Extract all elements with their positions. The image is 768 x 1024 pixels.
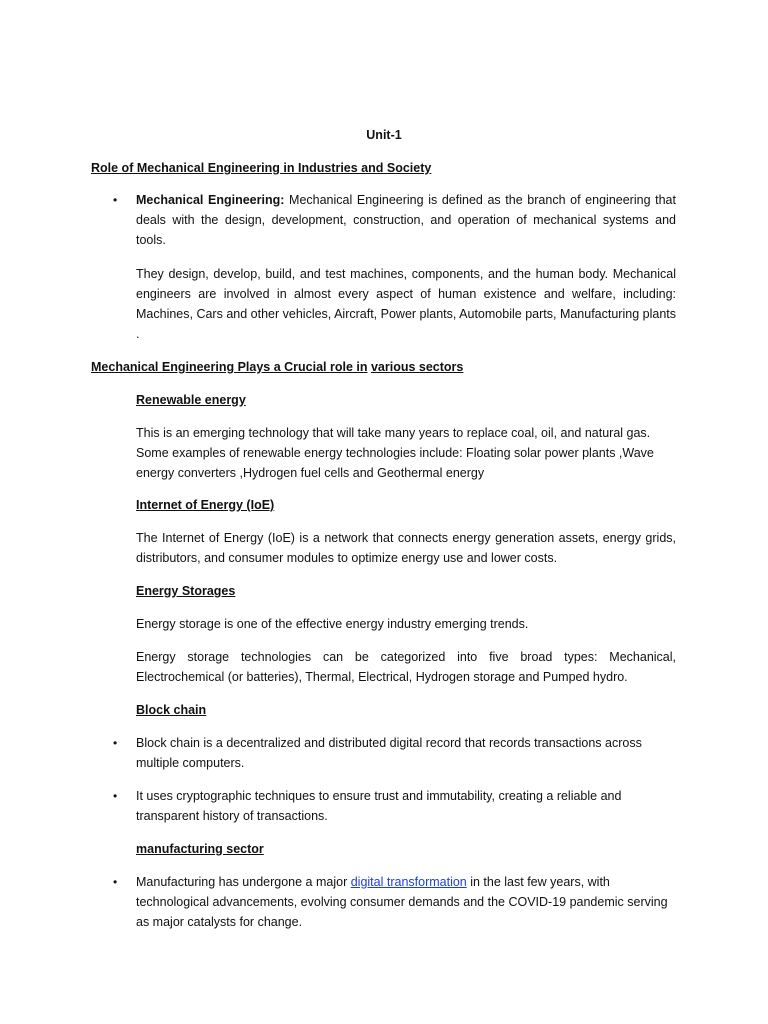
storage-heading: Energy Storages	[136, 584, 236, 598]
manufacturing-text-before: Manufacturing has undergone a major	[136, 875, 351, 889]
renewable-paragraph: This is an emerging technology that will take many years to replace coal, oil, and natural gas. Some examples of renewable energy technologies include: Floating solar power plants ,Wave energy converters ,Hydrogen fuel cells and Geothermal energy	[136, 426, 654, 480]
sectors-heading-part-a: Mechanical Engineering Plays a Crucial role in	[91, 360, 368, 374]
manufacturing-paragraph	[136, 872, 676, 932]
design-paragraph: They design, develop, build, and test machines, components, and the human body. Mechanical engineers are involved in almost every aspect of human existence and welfare, including: Machines, Cars and other vehicles, Aircraft, Power plants, Automobile parts, Manufacturing plants .	[136, 267, 676, 341]
bullet-marker: •	[113, 789, 118, 803]
blockchain-bullet-1: Block chain is a decentralized and distributed digital record that records transactions across multiple computers.	[136, 736, 642, 770]
sectors-heading	[91, 357, 463, 377]
blockchain-heading: Block chain	[136, 703, 207, 717]
storage-paragraph-2: Energy storage technologies can be categorized into five broad types: Mechanical, Electrochemical (or batteries), Thermal, Electrical, Hydrogen storage and Pumped hydro.	[136, 650, 676, 684]
blockchain-bullet-2: It uses cryptographic techniques to ensure trust and immutability, creating a reliable and transparent history of transactions.	[136, 789, 622, 823]
unit-title: Unit-1	[366, 128, 402, 142]
manufacturing-text-after: in the last few years, with technological advancements, evolving consumer demands and the COVID-19 pandemic serving as major catalysts for change.	[136, 875, 668, 929]
definition-paragraph	[136, 190, 676, 250]
bullet-marker: •	[113, 875, 118, 889]
manufacturing-heading: manufacturing sector	[136, 842, 264, 856]
ioe-heading: Internet of Energy (IoE)	[136, 498, 275, 512]
digital-transformation-link[interactable]: digital transformation	[350, 875, 467, 889]
main-heading: Role of Mechanical Engineering in Industries and Society	[91, 161, 432, 175]
definition-text: Mechanical Engineering is defined as the branch of engineering that deals with the design, development, construction, and operation of mechanical systems and tools.	[136, 193, 676, 247]
ioe-paragraph: The Internet of Energy (IoE) is a network that connects energy generation assets, energy grids, distributors, and consumer modules to optimize energy use and lower costs.	[136, 531, 676, 565]
bullet-marker: •	[113, 193, 118, 207]
definition-term: Mechanical Engineering:	[136, 193, 285, 207]
sectors-heading-part-b: various sectors	[370, 360, 464, 374]
renewable-heading: Renewable energy	[136, 393, 246, 407]
bullet-marker: •	[113, 736, 118, 750]
storage-paragraph-1: Energy storage is one of the effective energy industry emerging trends.	[136, 617, 529, 631]
